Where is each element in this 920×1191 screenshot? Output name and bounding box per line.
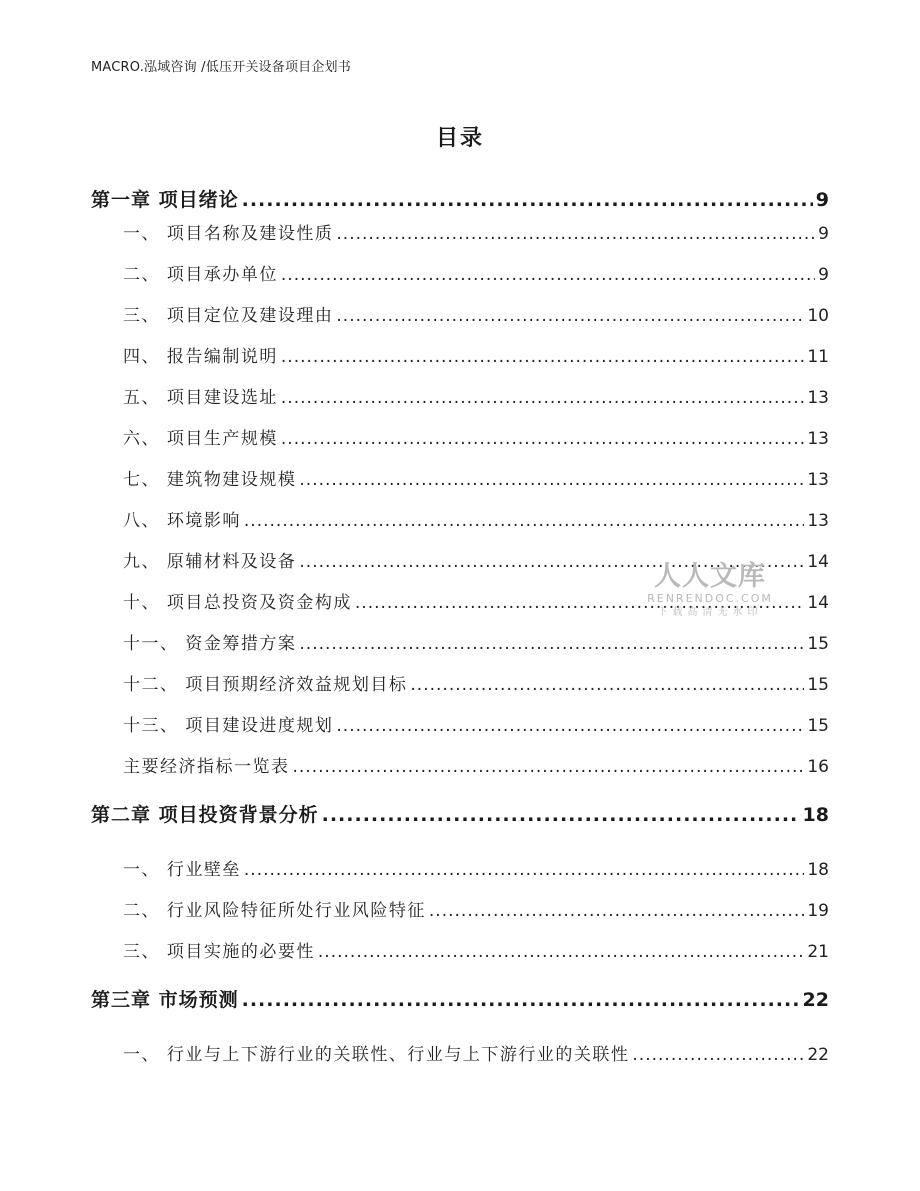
toc-leader-dots [410, 675, 804, 695]
toc-section[interactable] [123, 424, 829, 449]
document-header: MACRO.泓域咨询 /低压开关设备项目企划书 [91, 60, 351, 75]
toc-entry-title: 一、 项目名称及建设性质 [123, 224, 334, 244]
toc-entry-title: 五、 项目建设选址 [123, 388, 278, 408]
toc-entry-title: 九、 原辅材料及设备 [123, 552, 297, 572]
toc-page-number: 11 [807, 347, 829, 367]
toc-chapter-3[interactable] [91, 985, 829, 1012]
toc-leader-dots [299, 634, 804, 654]
toc-entry-title: 三、 项目实施的必要性 [123, 942, 315, 962]
toc-leader-dots [281, 265, 815, 285]
toc-section[interactable] [123, 752, 829, 777]
toc-page-number: 18 [802, 804, 829, 826]
toc-page-number: 13 [807, 470, 829, 490]
toc-section[interactable] [123, 506, 829, 531]
toc-page-number: 9 [818, 224, 829, 244]
toc-page-number: 19 [807, 901, 829, 921]
toc-chapter-1[interactable] [91, 185, 829, 212]
toc-leader-dots [281, 429, 804, 449]
toc-entry-title: 十、 项目总投资及资金构成 [123, 593, 352, 613]
toc-entry-title: 四、 报告编制说明 [123, 347, 278, 367]
toc-page-number: 14 [807, 593, 829, 613]
toc-page-number: 22 [807, 1045, 829, 1065]
watermark-domain: RENRENDOC.COM [647, 592, 773, 605]
toc-section[interactable] [123, 260, 829, 285]
toc-leader-dots [429, 901, 804, 921]
toc-leader-dots [281, 347, 804, 367]
toc-section[interactable] [123, 301, 829, 326]
toc-entry-title: 七、 建筑物建设规模 [123, 470, 297, 490]
toc-chapter-2[interactable] [91, 800, 829, 827]
toc-leader-dots [299, 470, 804, 490]
toc-leader-dots [336, 224, 815, 244]
toc-page-number: 22 [802, 989, 829, 1011]
watermark-tagline: 下载高清无水印 [657, 607, 763, 618]
toc-leader-dots [244, 511, 804, 531]
watermark-logo: 人人文库 [654, 561, 766, 592]
toc-section[interactable] [123, 342, 829, 367]
toc-leader-dots [322, 804, 800, 826]
toc-section[interactable] [123, 711, 829, 736]
toc-section[interactable] [123, 383, 829, 408]
toc-entry-title: 十二、 项目预期经济效益规划目标 [123, 675, 408, 695]
toc-entry-title: 二、 行业风险特征所处行业风险特征 [123, 901, 426, 921]
toc-section[interactable] [123, 855, 829, 880]
toc-entry-title: 十一、 资金筹措方案 [123, 634, 297, 654]
toc-page-number: 15 [807, 716, 829, 736]
toc-section[interactable] [123, 670, 829, 695]
toc-section[interactable] [123, 896, 829, 921]
toc-entry-title: 一、 行业与上下游行业的关联性、行业与上下游行业的关联性 [123, 1045, 630, 1065]
toc-page-number: 16 [807, 757, 829, 777]
toc-section[interactable] [123, 219, 829, 244]
toc-entry-title: 主要经济指标一览表 [123, 757, 290, 777]
toc-entry-title: 第二章 项目投资背景分析 [91, 804, 319, 826]
toc-leader-dots [242, 189, 813, 211]
toc-page-number: 15 [807, 675, 829, 695]
toc-page-number: 13 [807, 429, 829, 449]
toc-section[interactable] [123, 1040, 829, 1065]
toc-entry-title: 六、 项目生产规模 [123, 429, 278, 449]
toc-page-number: 15 [807, 634, 829, 654]
toc-leader-dots [336, 306, 804, 326]
toc-page-number: 14 [807, 552, 829, 572]
toc-entry-title: 二、 项目承办单位 [123, 265, 278, 285]
watermark [640, 562, 780, 620]
toc-leader-dots [244, 860, 804, 880]
toc-page-number: 18 [807, 860, 829, 880]
toc-page-number: 21 [807, 942, 829, 962]
toc-leader-dots [281, 388, 804, 408]
toc-entry-title: 第一章 项目绪论 [91, 189, 239, 211]
toc-leader-dots [293, 757, 805, 777]
toc-page-number: 10 [807, 306, 829, 326]
toc-entry-title: 三、 项目定位及建设理由 [123, 306, 334, 326]
toc-page-number: 13 [807, 388, 829, 408]
toc-entry-title: 一、 行业壁垒 [123, 860, 241, 880]
toc-section[interactable] [123, 937, 829, 962]
toc-leader-dots [632, 1045, 804, 1065]
toc-entry-title: 八、 环境影响 [123, 511, 241, 531]
toc-leader-dots [336, 716, 804, 736]
toc-leader-dots [242, 989, 800, 1011]
toc-section[interactable] [123, 629, 829, 654]
toc-entry-title: 第三章 市场预测 [91, 989, 239, 1011]
toc-page-number: 13 [807, 511, 829, 531]
toc-leader-dots [318, 942, 804, 962]
toc-page-number: 9 [815, 189, 829, 211]
toc-title: 目录 [435, 126, 484, 151]
toc-section[interactable] [123, 465, 829, 490]
toc-page-number: 9 [818, 265, 829, 285]
toc-entry-title: 十三、 项目建设进度规划 [123, 716, 334, 736]
